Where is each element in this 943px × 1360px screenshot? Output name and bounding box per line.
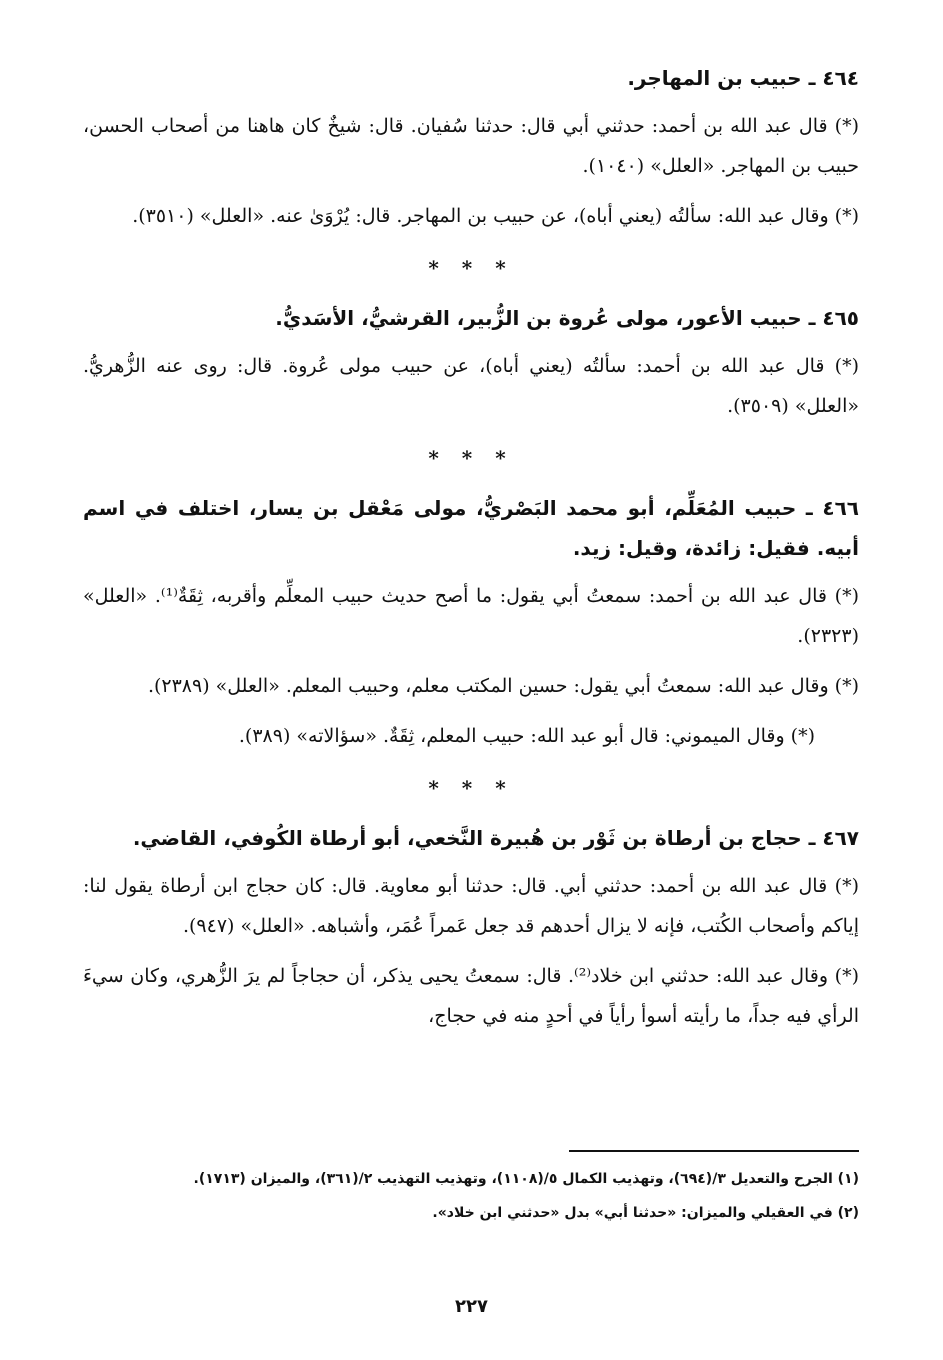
entry-466 (83, 488, 859, 756)
footnotes (83, 1165, 859, 1233)
entry-title: ٤٦٦ ـ حبيب المُعَلِّم، أبو محمد البَصْريُّ، مولى مَعْقل بن يسار، اختلف في اسم أبيه. فقيل: زائدة، وقيل: زيد. (83, 496, 859, 560)
section-separator: * * * (428, 256, 514, 280)
entry-paragraph: (*) وقال عبد الله: حدثني ابن خلاد⁽²⁾. قال: سمعتُ يحيى يذكر، أن حجاجاً لم يرَ الزُّهري، وكان سيءَ الرأي فيه جداً، ما رأيته أسوأ رأياً في أحدٍ منه في حجاج، (83, 965, 859, 1027)
footnote-2: (٢) في العقيلي والميزان: «حدثنا أبي» بدل «حدثني ابن خلاد». (432, 1205, 859, 1221)
section-separator: * * * (428, 446, 514, 470)
entry-paragraph: (*) قال عبد الله بن أحمد: سمعتُ أبي يقول: ما أصح حديث حبيب المعلِّم وأقربه، ثِقَةٌ⁽¹⁾. «العلل» (٢٣٢٣). (83, 585, 859, 647)
entry-title: ٤٦٤ ـ حبيب بن المهاجر. (627, 66, 859, 90)
entry-paragraph: (*) قال عبد الله بن أحمد: حدثني أبي. قال: حدثنا أبو معاوية. قال: كان حجاج ابن أرطاة يقول لنا: إياكم وأصحاب الكُتب، فإنه لا يزال أحدهم قد جعل عَمراً عُمَر، وأشباهه. «العلل» (٩٤٧). (83, 875, 859, 937)
page-number: ٢٢٧ (455, 1296, 488, 1317)
entry-paragraph: (*) وقال الميموني: قال أبو عبد الله: حبيب المعلم، ثِقَةٌ. «سؤالاته» (٣٨٩). (238, 725, 815, 747)
entry-title: ٤٦٥ ـ حبيب الأعور، مولى عُروة بن الزُّبير، القرشيُّ، الأسَديُّ. (275, 306, 859, 330)
entry-paragraph: (*) قال عبد الله بن أحمد: سألتُه (يعني أباه)، عن حبيب مولى عُروة. قال: روى عنه الزُّهريُّ. «العلل» (٣٥٠٩). (83, 355, 859, 417)
entry-paragraph: (*) قال عبد الله بن أحمد: حدثني أبي قال: حدثنا سُفيان. قال: شيخٌ كان هاهنا من أصحاب الحسن، حبيب بن المهاجر. «العلل» (١٠٤٠). (83, 115, 859, 177)
entry-paragraph: (*) وقال عبد الله: سمعتُ أبي يقول: حسين المكتب معلم، وحبيب المعلم. «العلل» (٢٣٨٩). (147, 675, 859, 697)
entry-467 (83, 818, 859, 1036)
entry-464 (83, 58, 859, 236)
entry-465 (83, 298, 859, 426)
footnote-1: (١) الجرح والتعديل ٣/(٦٩٤)، وتهذيب الكمال ٥/(١١٠٨)، وتهذيب التهذيب ٢/(٣٦١)، والميزان (١٧١٣). (193, 1171, 859, 1187)
page-body (83, 58, 859, 1046)
footnote-divider (569, 1150, 859, 1152)
section-separator: * * * (428, 776, 514, 800)
entry-title: ٤٦٧ ـ حجاج بن أرطاة بن ثَوْر بن هُبيرة النَّخعي، أبو أرطاة الكُوفي، القاضي. (132, 826, 859, 850)
entry-paragraph: (*) وقال عبد الله: سألتُه (يعني أباه)، عن حبيب بن المهاجر. قال: يُرْوَىٰ عنه. «العلل» (٣٥١٠). (132, 205, 859, 227)
